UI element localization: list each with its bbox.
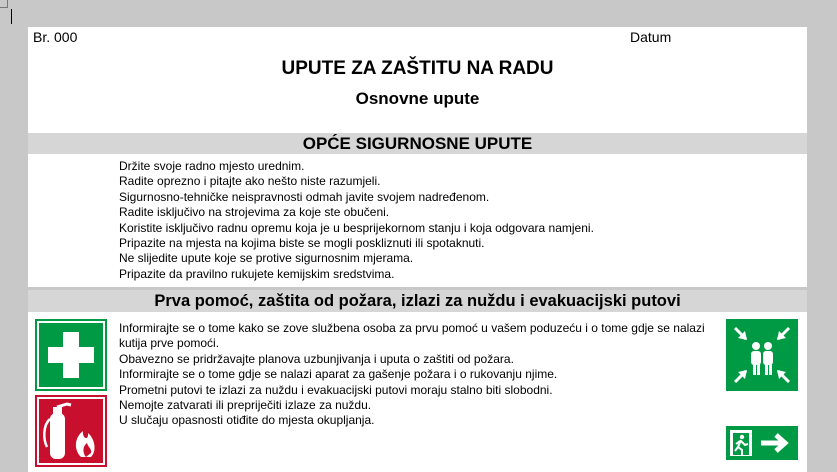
- list-item[interactable]: Držite svoje radno mjesto urednim.: [119, 159, 305, 173]
- list-item[interactable]: Koristite isključivo radnu opremu koja je u besprijekornom stanju i koja odgovara namjeni.: [119, 220, 594, 235]
- text-cursor: [11, 9, 12, 24]
- general-safety-list: [119, 159, 594, 282]
- list-item[interactable]: Pripazite na mjesta na kojima biste se mogli poskliznuti ili spotaknuti.: [119, 236, 485, 251]
- document-header: [28, 27, 807, 133]
- general-safety-section: [28, 154, 807, 287]
- list-item[interactable]: Prometni putovi te izlazi za nuždu i evakuacijski putovi moraju stalno biti slobodni.: [119, 382, 553, 397]
- fire-extinguisher-icon: [35, 395, 107, 467]
- list-item[interactable]: Informirajte se o tome gdje se nalazi aparat za gašenje požara i o rukovanju njime.: [119, 367, 558, 382]
- list-item[interactable]: U slučaju opasnosti otiđite do mjesta okupljanja.: [119, 413, 375, 428]
- list-item[interactable]: Sigurnosno-tehničke neispravnosti odmah javite svojem nadređenom.: [119, 189, 490, 204]
- list-item[interactable]: Radite isključivo na strojevima za koje ste obučeni.: [119, 205, 390, 220]
- general-safety-heading[interactable]: OPĆE SIGURNOSNE UPUTE: [28, 133, 807, 154]
- emergency-exit-icon: [726, 426, 798, 460]
- first-aid-heading[interactable]: Prva pomoć, zaštita od požara, izlazi za nuždu i evakuacijski putovi: [28, 290, 807, 312]
- list-item[interactable]: Pripazite da pravilno rukujete kemijskim sredstvima.: [119, 266, 395, 281]
- first-aid-icon: [35, 319, 107, 391]
- document-subtitle[interactable]: Osnovne upute: [355, 89, 480, 108]
- list-item[interactable]: Obavezno se pridržavajte planova uzbunjivanja i uputa o zaštiti od požara.: [119, 351, 514, 366]
- list-item[interactable]: Ne slijedite upute koje se protive sigurnosnim mjerama.: [119, 251, 414, 266]
- document-title[interactable]: UPUTE ZA ZAŠTITU NA RADU: [281, 58, 554, 79]
- list-item[interactable]: Radite oprezno i pitajte ako nešto niste razumjeli.: [119, 174, 381, 189]
- list-item[interactable]: Informirajte se o tome kako se zove službena osoba za prvu pomoć u vašem poduzeću i o tome gdje se nalazi kutija prve pomoći.: [119, 321, 705, 351]
- window-corner: [0, 0, 8, 8]
- date-label[interactable]: Datum: [630, 29, 672, 45]
- first-aid-text: [119, 321, 709, 429]
- list-item[interactable]: Nemojte zatvarati ili prepriječiti izlaze za nuždu.: [119, 398, 372, 413]
- first-aid-section: [28, 312, 807, 472]
- document-number[interactable]: Br. 000: [33, 29, 78, 45]
- assembly-point-icon: [726, 319, 798, 391]
